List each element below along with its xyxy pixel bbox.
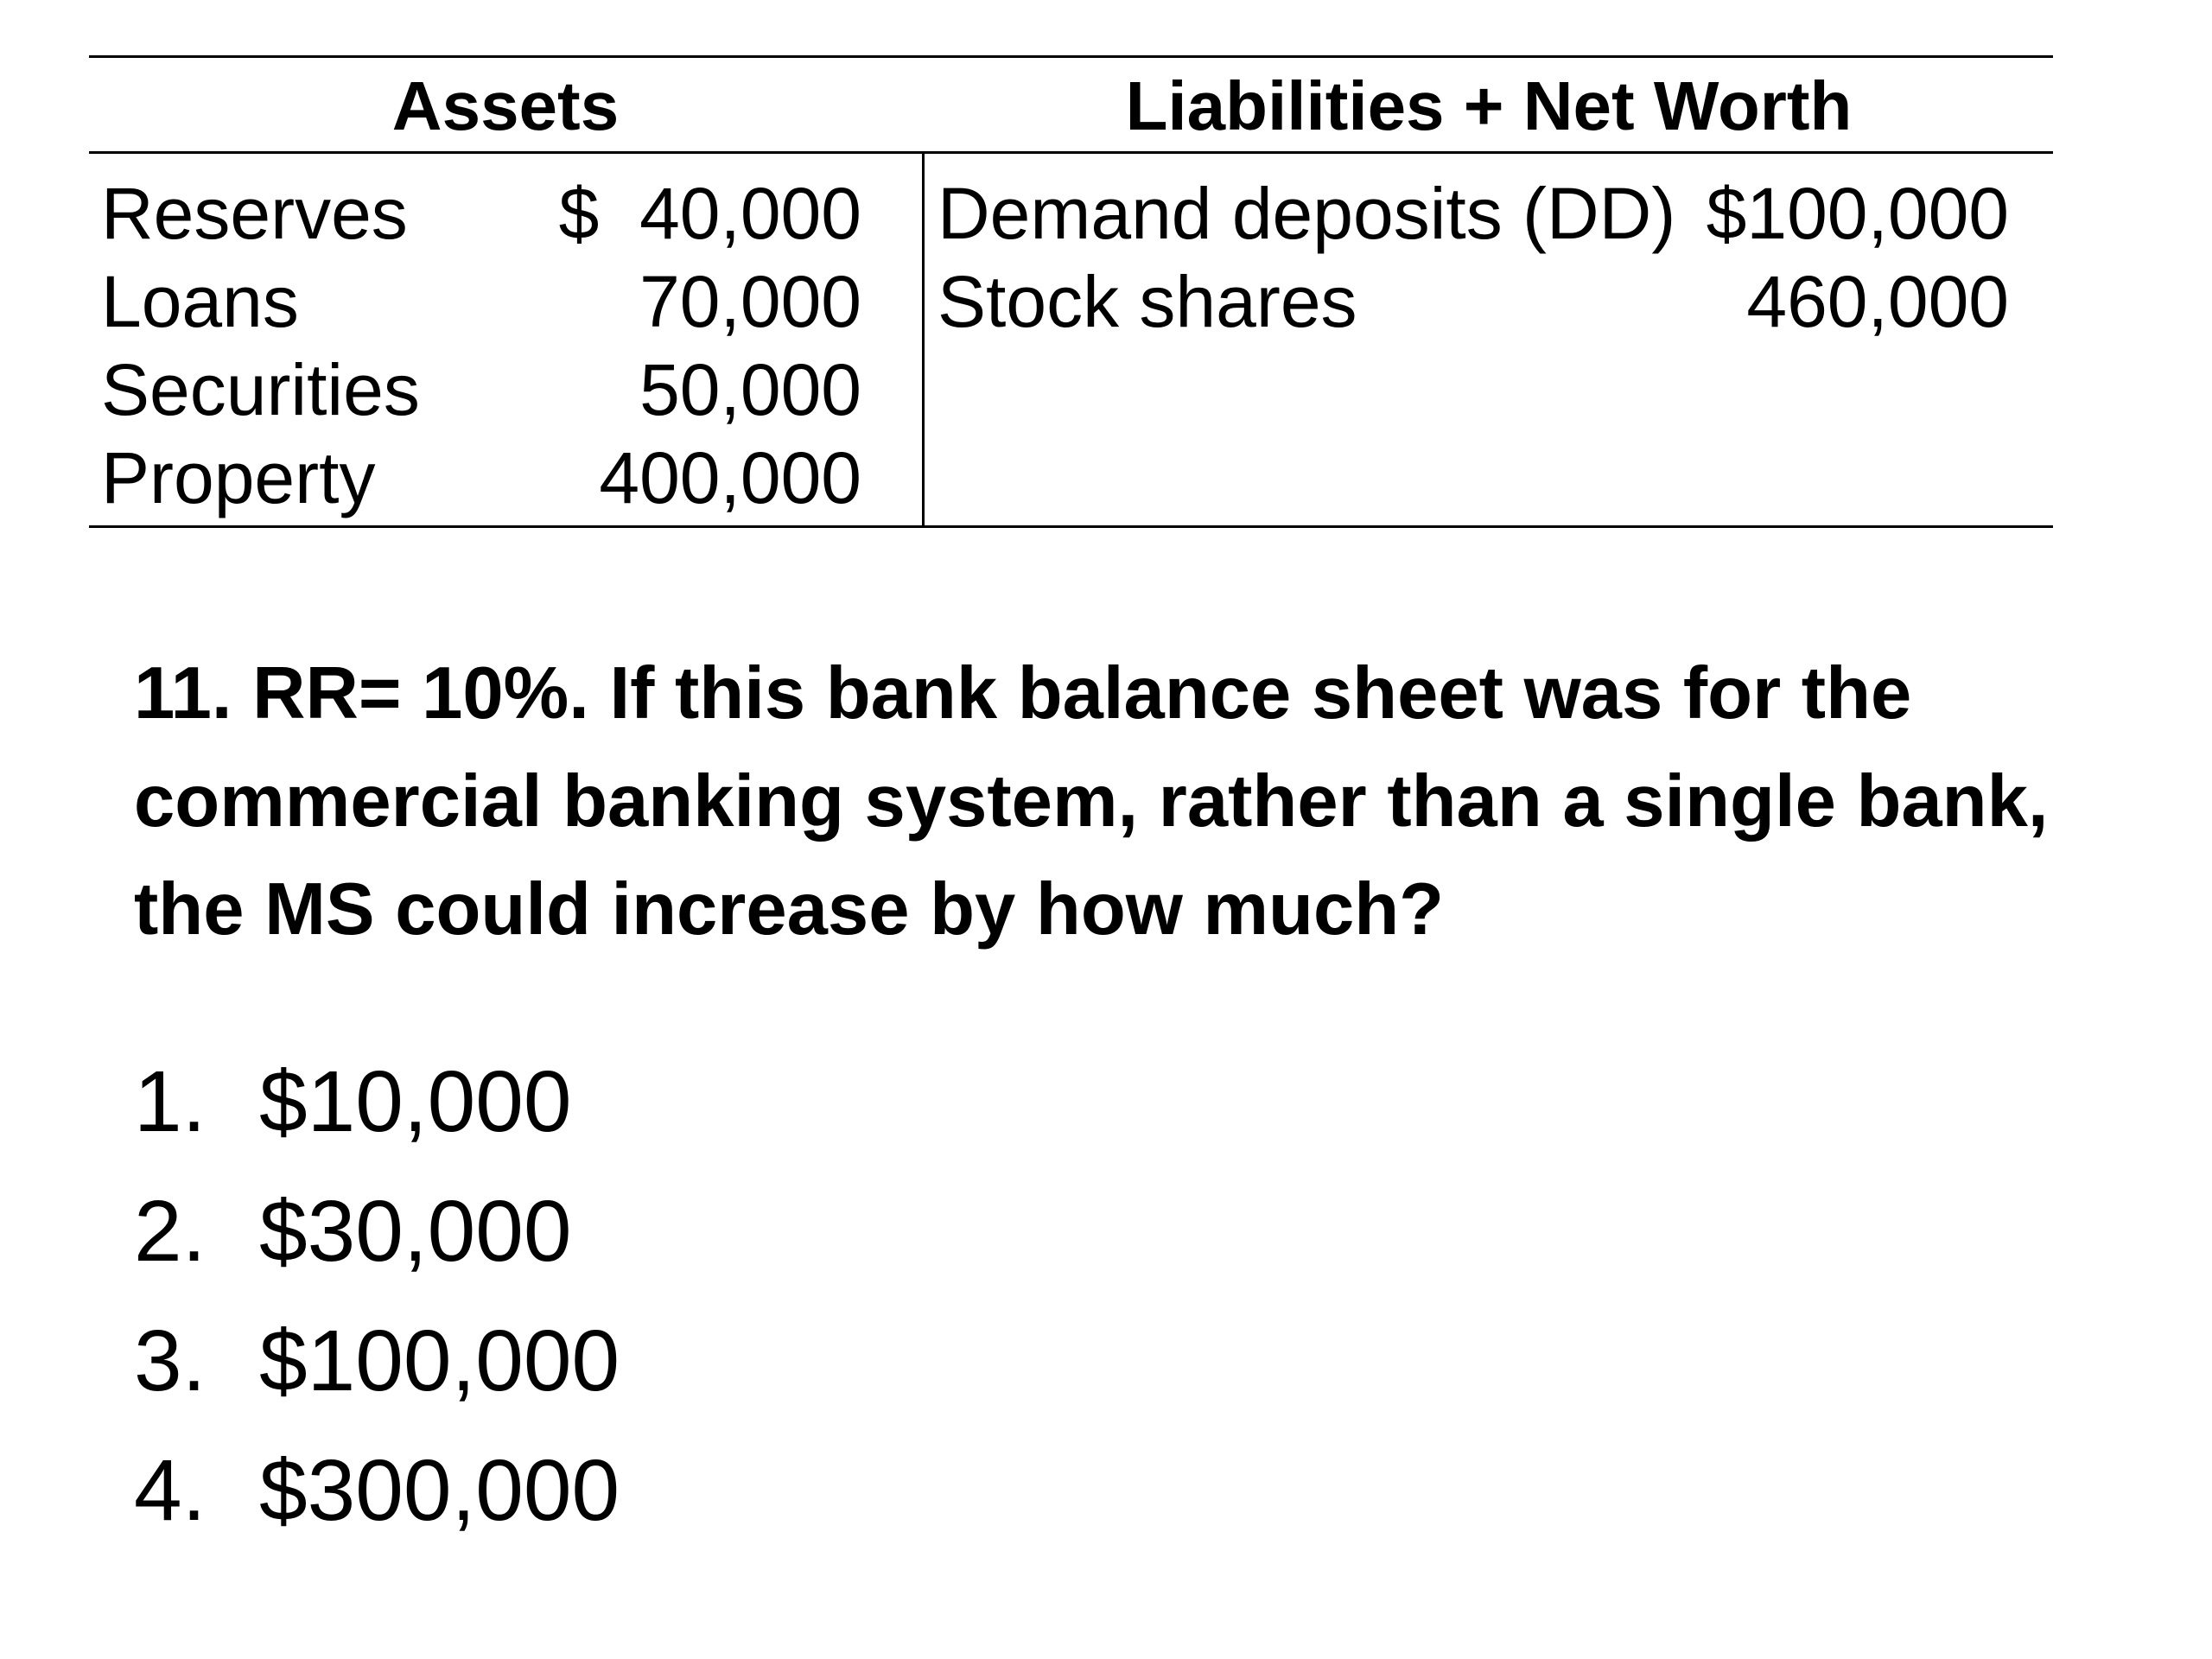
liability-amount: 460,000 [1746,261,2009,342]
balance-sheet-table [89,55,2053,528]
liability-amount: $100,000 [1706,173,2009,254]
table-bottom-rule [89,525,2053,528]
option-text: $10,000 [259,1053,572,1150]
liability-label: Demand deposits (DD) [938,173,1676,254]
asset-row-loans [101,258,861,345]
option-number: 4. [134,1442,207,1539]
option-text: $30,000 [259,1183,572,1280]
question-line: the MS could increase by how much? [134,868,1445,950]
asset-label: Reserves [101,173,408,254]
liability-row-stock-shares [938,258,2009,345]
asset-row-property [101,435,861,521]
option-text: $300,000 [259,1442,620,1539]
liability-label: Stock shares [938,261,1357,342]
question-line: 11. RR= 10%. If this bank balance sheet was for the [134,652,1912,734]
option-text: $100,000 [259,1313,620,1409]
answer-option-2[interactable] [134,1166,1171,1296]
answer-options-list [134,1037,1171,1555]
table-top-rule [89,55,2053,58]
option-number: 3. [134,1313,207,1409]
liability-row-demand-deposits [938,170,2009,257]
asset-amount: 400,000 [599,437,861,518]
asset-label: Loans [101,261,299,342]
asset-label: Securities [101,349,420,430]
answer-option-3[interactable] [134,1296,1171,1426]
liabilities-header: Liabilities + Net Worth [1125,67,1853,144]
assets-header: Assets [391,67,620,144]
option-number: 2. [134,1183,207,1280]
asset-amount: 70,000 [639,261,861,342]
option-number: 1. [134,1053,207,1150]
answer-option-4[interactable] [134,1426,1171,1555]
asset-amount: $ 40,000 [558,173,861,254]
asset-amount: 50,000 [639,349,861,430]
question-line: commercial banking system, rather than a single bank, [134,760,2049,842]
header-rule [89,151,2053,154]
asset-row-securities [101,346,861,433]
column-divider [922,151,925,528]
question-text [134,639,2173,963]
asset-label: Property [101,437,376,518]
answer-option-1[interactable] [134,1037,1171,1166]
asset-row-reserves [101,170,861,257]
